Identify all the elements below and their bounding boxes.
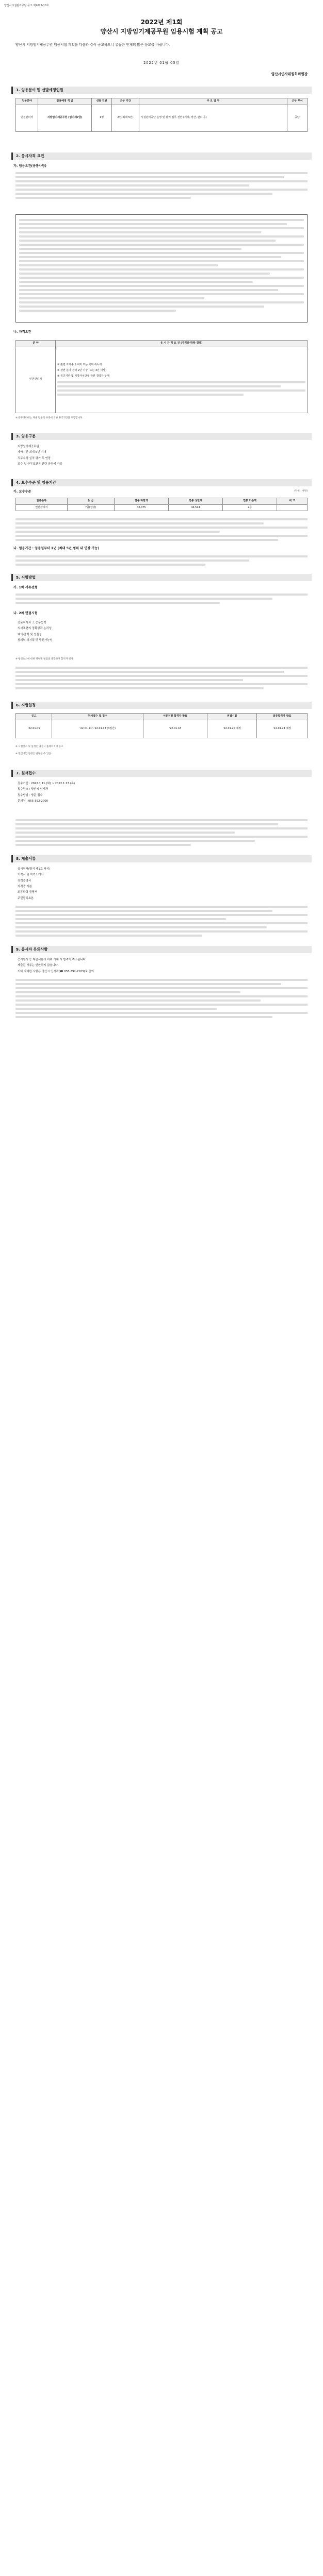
section-9-title: 9. 응시자 유의사항 — [11, 946, 312, 953]
sch-cell-2: '22.01.11~'22.01.13 (3일간) — [52, 720, 143, 738]
application-detail-text — [15, 819, 308, 848]
apply-item-2: 접수장소 : 양산시 인사과 — [18, 788, 49, 791]
appt-item-1: 지방임기제공무원 — [18, 445, 39, 448]
sal-cell-max: 44,514 — [168, 504, 222, 511]
criteria-4: 창의력·의지력 및 발전가능성 — [18, 639, 53, 642]
cell-period: 2년(최대 5년) — [112, 105, 139, 131]
doc-item-1: 응시원서(별지 제1호 서식) — [18, 868, 51, 871]
qualification-table — [15, 340, 308, 413]
sch-cell-4: '22.01.20 예정 — [207, 720, 256, 738]
applicant-notes-detail — [15, 979, 308, 1020]
sch-col-3: 서류전형 합격자 발표 — [143, 714, 207, 720]
section-7-title: 7. 원서접수 — [11, 770, 312, 777]
sch-col-5: 최종합격자 발표 — [257, 714, 308, 720]
sch-col-2: 원서접수 및 접수 — [52, 714, 143, 720]
sal-cell-base: 2등 — [223, 504, 277, 511]
sal-col-base: 연봉 기준액 — [223, 498, 277, 505]
caution-item-1: 응시원서 등 제출서류의 허위 기재 시 합격이 취소됩니다. — [18, 958, 87, 961]
doc-item-2: 이력서 및 자기소개서 — [18, 873, 44, 877]
schedule-note-2: ※ 면접시험 일정은 변경될 수 있음 — [15, 753, 51, 755]
caution-item-2: 제출된 서류는 반환하지 않습니다. — [18, 964, 59, 968]
sal-col-min: 연봉 하한액 — [114, 498, 168, 505]
section-2-sub-1: 가. 임용요건(공통사항) — [13, 164, 46, 168]
sch-col-1: 공고 — [16, 714, 52, 720]
sal-col-max: 연봉 상한액 — [168, 498, 222, 505]
section-3-title: 3. 임용구분 — [11, 433, 312, 440]
col-duties: 주 요 업 무 — [139, 98, 287, 105]
title-line-2: 양산시 지방임기제공무원 임용시험 계획 공고 — [100, 28, 223, 35]
salary-notes — [15, 518, 308, 543]
selection-table — [15, 98, 308, 132]
section-2-title: 2. 응시자격 요건 — [11, 152, 312, 160]
interview-detail-text — [15, 667, 308, 691]
appt-item-3: 직무수행 실적 평가 후 연장 — [18, 456, 51, 460]
qual-col-field: 분 야 — [16, 341, 56, 347]
qual-req-3: ③ 공공기관 및 지방자치단체 관련 경력자 우대 — [57, 374, 109, 378]
doc-item-4: 자격증 사본 — [18, 885, 32, 889]
criteria-2: 의사표현의 정확성과 논리성 — [18, 627, 52, 631]
section-4-sub: 가. 보수수준 — [13, 490, 31, 494]
sch-cell-1: '22.01.05 — [16, 720, 52, 738]
document-screen-text — [15, 594, 308, 606]
cell-count: 1명 — [92, 105, 112, 131]
sal-col-note: 비 고 — [277, 498, 308, 505]
intro-text: 양산시 지방임기제공무원 임용시험 계획을 다음과 같이 공고하오니 유능한 인재의 많은 응모를 바랍니다. — [15, 43, 170, 47]
documents-detail-text — [15, 906, 308, 939]
col-field: 임용분야 — [16, 98, 38, 105]
issuer: 양산시인사위원회위원장 — [271, 72, 308, 76]
section-4-sub-2: 나. 임용기간 : 임용일부터 2년 (최대 5년 범위 내 연장 가능) — [13, 547, 100, 550]
schedule-note-1: ※ 시험장소 및 일정은 양산시 홈페이지에 공고 — [15, 745, 63, 748]
cell-duties: 시설관리공단 운영 및 관리 업무 전반 (계약, 정산, 관리 등) — [139, 105, 287, 131]
sal-col-grade: 등 급 — [67, 498, 114, 505]
section-1-title: 1. 임용분야 및 선발예정인원 — [11, 87, 312, 94]
interview-criteria-list — [18, 620, 306, 643]
section-6-title: 6. 시험일정 — [11, 702, 312, 709]
qual-req-2: ② 관련 분야 경력 2년 이상 (또는 3년 이상) — [57, 368, 107, 372]
qual-req-1: ① 관련 자격증 소지자 또는 학위 취득자 — [57, 363, 102, 366]
appt-item-4: 보수 및 근무조건은 관련 규정에 따름 — [18, 463, 62, 466]
notice-number: 양산시시설관리공단 공고 제2022-10호 — [4, 4, 49, 7]
col-count: 선발 인원 — [92, 98, 112, 105]
appt-item-2: 계약기간 최대 5년 이내 — [18, 451, 46, 454]
cell-grade: 지방임기제공무원 (임기제7급) — [38, 105, 92, 131]
sal-cell-min: 42,475 — [114, 504, 168, 511]
sal-cell-note — [277, 504, 308, 511]
criteria-3: 예의·품행 및 성실성 — [18, 633, 42, 636]
apply-item-1: 접수기간 : 2022.1.11.(화) ~ 2022.1.13.(목) — [18, 782, 75, 785]
requirements-detail-box — [15, 214, 308, 323]
section-5-title: 5. 시험방법 — [11, 574, 312, 581]
sch-cell-5: '22.01.24 예정 — [257, 720, 308, 738]
salary-table — [15, 498, 308, 511]
doc-item-5: 최종학력 증명서 — [18, 891, 38, 894]
applicant-notes-list — [18, 957, 306, 975]
title-line-1: 2022년 제1회 — [140, 19, 183, 26]
notice-date: 2022년 01월 05일 — [143, 61, 180, 65]
requirements-text-block — [15, 172, 308, 201]
sch-col-4: 면접시험 — [207, 714, 256, 720]
section-4-title: 4. 보수수준 및 임용기간 — [11, 479, 312, 486]
cell-dept: 공단 — [287, 105, 308, 131]
section-8-title: 8. 제출서류 — [11, 855, 312, 862]
application-info-list — [18, 781, 306, 804]
col-dept: 근무 부서 — [287, 98, 308, 105]
salary-unit: (단위 : 천원) — [294, 490, 308, 493]
caution-item-3: 기타 자세한 사항은 양산시 인사과(☎ 055-392-2103)로 문의 — [18, 970, 94, 973]
term-notes — [15, 555, 308, 568]
apply-item-4: 문의처 : 055-392-2000 — [18, 800, 49, 803]
section-5-sub-1: 가. 1차 서류전형 — [13, 586, 38, 589]
qual-col-reqs: 응 시 자 격 요 건 (자격증·학력·경력) — [56, 341, 308, 347]
required-documents-list — [18, 867, 306, 902]
sal-cell-field: 인천관리처 — [16, 504, 68, 511]
section-5-sub-2: 나. 2차 면접시험 — [13, 612, 38, 615]
qualification-note: ※ 근무경력에는 다른 법률의 규정에 의한 휴직기간을 포함합니다. — [15, 417, 83, 419]
col-grade: 임용예정 직 급 — [38, 98, 92, 105]
interview-note: ※ 평정요소에 대한 위원별 평점을 종합하여 합격자 결정 — [15, 658, 73, 660]
criteria-1: 전문지식과 그 응용능력 — [18, 621, 46, 624]
cell-field: 인천관리처 — [16, 105, 38, 131]
apply-item-3: 접수방법 : 방문 접수 — [18, 793, 43, 797]
sal-cell-grade: 7급(상당) — [67, 504, 114, 511]
schedule-table — [15, 713, 308, 738]
appointment-type-list — [18, 444, 306, 467]
col-period: 근무 기간 — [112, 98, 139, 105]
sal-col-field: 임용분야 — [16, 498, 68, 505]
doc-item-3: 경력증명서 — [18, 879, 31, 883]
qual-cell-reqs — [56, 347, 308, 413]
sch-cell-3: '22.01.18 — [143, 720, 207, 738]
qual-cell-field: 인천관리처 — [16, 347, 56, 413]
doc-item-6: 주민등록초본 — [18, 896, 34, 900]
section-2-sub-2: 나. 자격요건 — [13, 330, 31, 334]
